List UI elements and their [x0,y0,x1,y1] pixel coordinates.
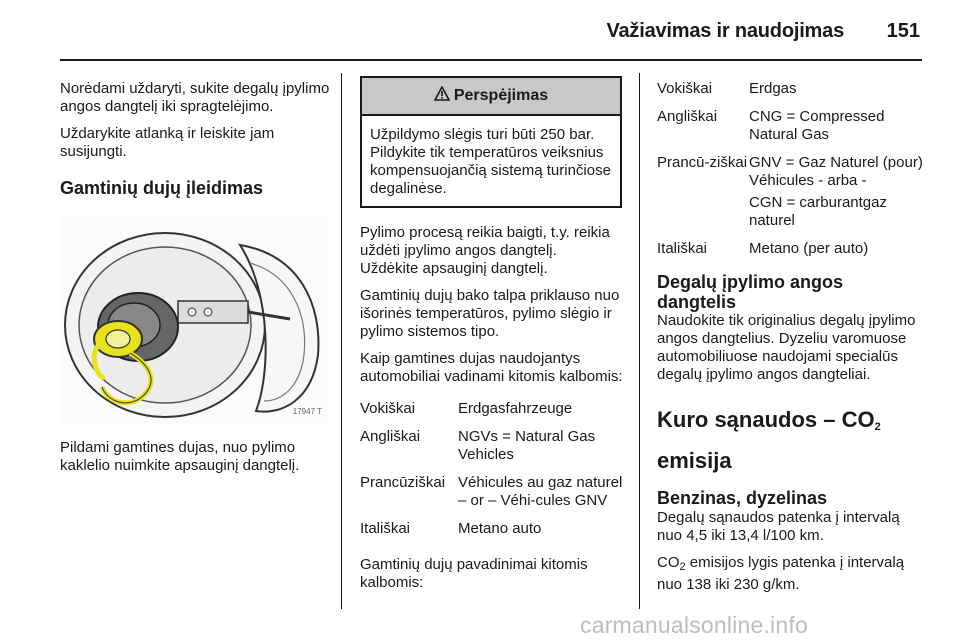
value-cell: Metano auto [458,520,542,537]
language-cell [657,194,749,230]
watermark: carmanualsonline.info [580,612,808,638]
language-cell: Itališkai [360,520,411,537]
paragraph: Uždėkite apsauginį dangtelį. [360,260,548,277]
table-row [657,194,927,230]
value-cell: Erdgas [749,80,797,97]
figure-number: 17947 T [292,407,322,416]
warning-text: Užpildymo slėgis turi būti 250 bar. Pildykite tik temperatūros veiksnius kompensuojančią sistemą turinčiose degalinėse. [370,126,611,197]
table-row [360,400,628,418]
paragraph: Uždarykite atlanką ir leiskite jam susijungti. [60,125,275,160]
column-1 [60,80,332,484]
table-row [657,154,927,190]
value-cell: Erdgasfahrzeuge [458,400,573,417]
value-cell: Metano (per auto) [749,240,869,257]
column-2 [360,76,628,601]
value-cell: NGVs = Natural Gas Vehicles [458,428,596,463]
warning-header [362,78,620,116]
table-row [360,474,628,510]
page-header [0,0,960,60]
paragraph: Kaip gamtines dujas naudojantys automobiliai vadinami kitomis kalbomis: [360,350,623,385]
header-rule [60,59,922,61]
paragraph: Degalų sąnaudos patenka į intervalą nuo 4,5 iki 13,4 l/100 km. [657,509,900,544]
paragraph: Naudokite tik originalius degalų įpylimo angos dangtelius. Dyzeliu varomuose automobiliuose naudojami specialūs degalų įpylimo angos dangteliai. [657,312,916,383]
fuel-filler-drawing [60,215,328,425]
language-cell: Prancū-ziškai [657,154,748,171]
table-row [657,240,927,258]
paragraph: Pildami gamtines dujas, nuo pylimo kaklelio nuimkite apsauginį dangtelį. [60,439,300,474]
petrol-diesel-heading: Benzinas, dyzelinas [657,488,828,508]
section-heading: Gamtinių dujų įleidimas [60,178,264,198]
paragraph: Gamtinių dujų bako talpa priklauso nuo išorinės temperatūros, pylimo slėgio ir pylimo sistemos tipo. [360,287,620,340]
fuel-cap-heading: Degalų įpylimo angos dangtelis [657,272,844,312]
language-cell: Angliškai [657,108,718,125]
value-cell: GNV = Gaz Naturel (pour) Véhicules - arba - [749,154,923,189]
column-divider-2 [639,73,640,609]
co2-heading [657,406,927,475]
fuel-filler-illustration [60,215,328,425]
co2-subscript: 2 [679,561,686,573]
paragraph: Norėdami uždaryti, sukite degalų įpylimo angos dangtelį iki spragtelėjimo. [60,80,330,115]
gas-names-table [657,80,927,258]
language-cell: Angliškai [360,428,421,445]
value-cell: CGN = carburantgaz naturel [749,194,887,229]
co2-heading-text: Kuro sąnaudos – CO [657,407,875,432]
co2-heading-subscript: 2 [874,421,881,433]
table-row [657,108,927,144]
language-cell: Vokiškai [657,80,713,97]
vehicle-names-table [360,400,628,538]
co2-rest-text: emisijos lygis patenka į intervalą nuo 138 iki 230 g/km. [657,554,905,593]
paragraph: Gamtinių dujų pavadinimai kitomis kalbomis: [360,556,588,591]
value-cell: Véhicules au gaz naturel – or – Véhi-cules GNV [458,474,623,509]
language-cell: Vokiškai [360,400,416,417]
language-cell: Prancūziškai [360,474,446,491]
co2-heading-suffix: emisija [657,448,732,473]
section-title: Važiavimas ir naudojimas [606,20,844,42]
co2-text: CO [657,554,680,571]
table-row [360,428,628,464]
column-divider-1 [341,73,342,609]
table-row [657,80,927,98]
page-number: 151 [886,20,920,42]
paragraph: Pylimo procesą reikia baigti, t.y. reikia uždėti įpylimo angos dangtelį. [360,224,610,259]
value-cell: CNG = Compressed Natural Gas [749,108,885,143]
column-3 [657,80,927,603]
warning-box [360,76,622,208]
warning-icon [434,86,450,106]
language-cell: Itališkai [657,240,708,257]
table-row [360,520,628,538]
co2-paragraph [657,554,927,594]
warning-title: Perspėjimas [453,87,549,104]
